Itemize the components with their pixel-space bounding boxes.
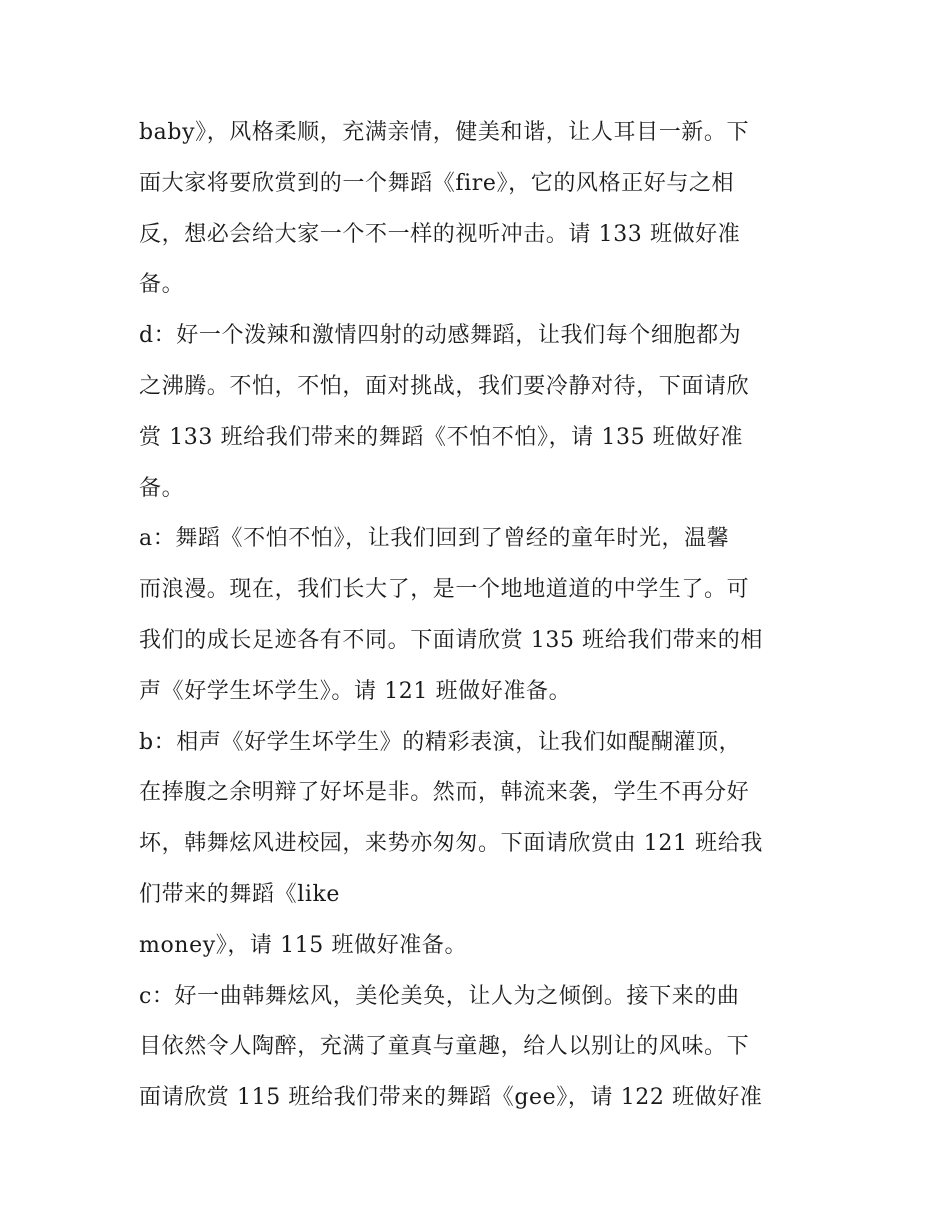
text-line: 面大家将要欣赏到的一个舞蹈《fire》，它的风格正好与之相 bbox=[139, 170, 735, 196]
text-line: 声《好学生坏学生》。请 121 班做好准备。 bbox=[139, 678, 572, 704]
text-line: a：舞蹈《不怕不怕》，让我们回到了曾经的童年时光，温馨 bbox=[139, 526, 730, 552]
text-line: d：好一个泼辣和激情四射的动感舞蹈，让我们每个细胞都为 bbox=[139, 323, 742, 349]
text-line: 备。 bbox=[139, 272, 185, 298]
text-line: c：好一曲韩舞炫风，美伦美奂，让人为之倾倒。接下来的曲 bbox=[139, 983, 740, 1009]
text-line: 反，想必会给大家一个不一样的视听冲击。请 133 班做好准 bbox=[139, 221, 741, 247]
text-line: 在捧腹之余明辩了好坏是非。然而，韩流来袭，学生不再分好 bbox=[139, 780, 750, 806]
text-line: 面请欣赏 115 班给我们带来的舞蹈《gee》，请 122 班做好准 bbox=[139, 1085, 763, 1111]
text-line: 而浪漫。现在，我们长大了，是一个地地道道的中学生了。可 bbox=[139, 577, 750, 603]
text-line: money》，请 115 班做好准备。 bbox=[139, 932, 468, 958]
text-line: 目依然令人陶醉，充满了童真与童趣，给人以别让的风味。下 bbox=[139, 1034, 750, 1060]
text-line: 备。 bbox=[139, 475, 185, 501]
text-line: b：相声《好学生坏学生》的精彩表演，让我们如醍醐灌顶， bbox=[139, 729, 742, 755]
text-line: 们带来的舞蹈《like bbox=[139, 881, 341, 907]
text-line: baby》，风格柔顺，充满亲情，健美和谐，让人耳目一新。下 bbox=[139, 120, 750, 145]
text-line: 之沸腾。不怕，不怕，面对挑战，我们要冷静对待，下面请欣 bbox=[139, 373, 750, 399]
text-line: 赏 133 班给我们带来的舞蹈《不怕不怕》，请 135 班做好准 bbox=[139, 424, 744, 450]
text-line: 坏，韩舞炫风进校园，来势亦匆匆。下面请欣赏由 121 班给我 bbox=[139, 831, 763, 857]
text-line: 我们的成长足迹各有不同。下面请欣赏 135 班给我们带来的相 bbox=[139, 627, 763, 653]
document-body bbox=[139, 108, 819, 1124]
